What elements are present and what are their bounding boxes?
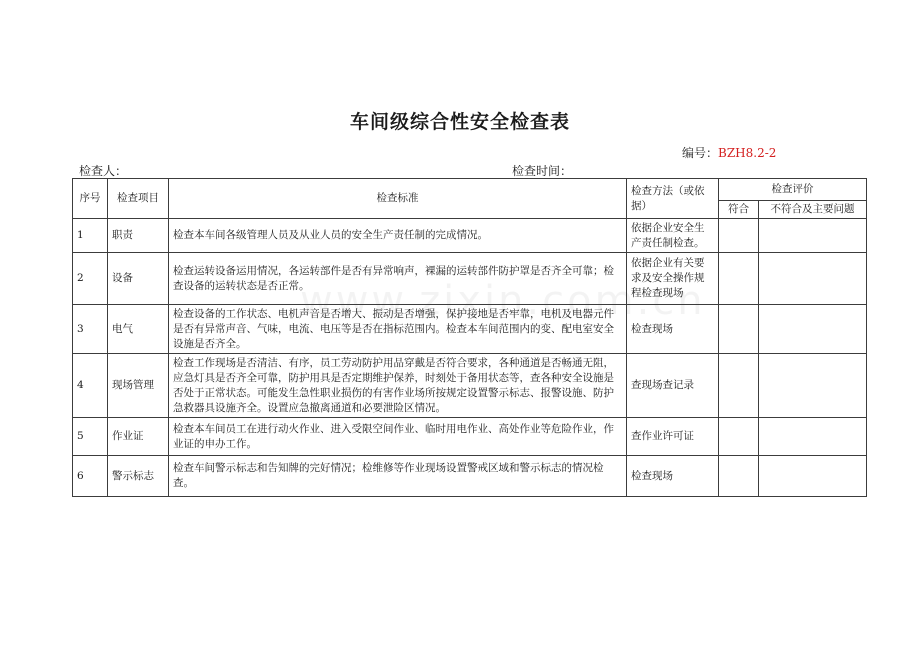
header-pass: 符合 — [719, 201, 759, 219]
row-no: 4 — [73, 354, 108, 418]
header-no: 序号 — [73, 179, 108, 219]
inspection-table — [72, 178, 867, 497]
header-evaluation: 检查评价 — [719, 179, 867, 201]
row-item: 作业证 — [108, 418, 169, 456]
inspector-label: 检查人： — [79, 164, 128, 178]
row-method: 查现场查记录 — [627, 354, 719, 418]
row-method: 查作业许可证 — [627, 418, 719, 456]
header-standard: 检查标准 — [169, 179, 627, 219]
row-fail-cell[interactable] — [759, 253, 867, 305]
row-standard: 检查本车间各级管理人员及从业人员的安全生产责任制的完成情况。 — [169, 219, 627, 253]
document-number-value: BZH8.2-2 — [718, 146, 777, 160]
row-item: 电气 — [108, 305, 169, 354]
header-item: 检查项目 — [108, 179, 169, 219]
table-row — [73, 253, 867, 305]
row-pass-cell[interactable] — [719, 219, 759, 253]
table-row — [73, 456, 867, 497]
row-no: 1 — [73, 219, 108, 253]
row-pass-cell[interactable] — [719, 418, 759, 456]
row-pass-cell[interactable] — [719, 354, 759, 418]
row-item: 现场管理 — [108, 354, 169, 418]
row-standard: 检查设备的工作状态、电机声音是否增大、振动是否增强，保护接地是否牢靠，电机及电器元件是否有异常声音、气味，电流、电压等是否在指标范围内。检查本车间范围内的变、配电室安全设施是否齐全。 — [169, 305, 627, 354]
row-standard: 检查工作现场是否清洁、有序，员工劳动防护用品穿戴是否符合要求，各种通道是否畅通无阻，应急灯具是否齐全可靠，防护用具是否定期维护保养，时刻处于备用状态等，查各种安全设施是否处于正常状态。可能发生急性职业损伤的有害作业场所按规定设置警示标志、报警设施、防护急救器具设施齐全。设置应急撤离通道和必要泄险区情况。 — [169, 354, 627, 418]
row-standard: 检查本车间员工在进行动火作业、进入受限空间作业、临时用电作业、高处作业等危险作业，作业证的申办工作。 — [169, 418, 627, 456]
row-standard: 检查运转设备运用情况，各运转部件是否有异常响声，裸漏的运转部件防护罩是否齐全可靠；检查设备的运转状态是否正常。 — [169, 253, 627, 305]
row-item: 警示标志 — [108, 456, 169, 497]
header-method: 检查方法（或依据） — [627, 179, 719, 219]
row-no: 3 — [73, 305, 108, 354]
row-fail-cell[interactable] — [759, 305, 867, 354]
header-fail: 不符合及主要问题 — [759, 201, 867, 219]
row-standard: 检查车间警示标志和告知牌的完好情况；检维修等作业现场设置警戒区域和警示标志的情况检查。 — [169, 456, 627, 497]
table-row — [73, 418, 867, 456]
row-method: 检查现场 — [627, 305, 719, 354]
row-fail-cell[interactable] — [759, 219, 867, 253]
row-fail-cell[interactable] — [759, 354, 867, 418]
row-pass-cell[interactable] — [719, 305, 759, 354]
row-method: 依据企业安全生产责任制检查。 — [627, 219, 719, 253]
row-method: 依据企业有关要求及安全操作规程检查现场 — [627, 253, 719, 305]
row-item: 职责 — [108, 219, 169, 253]
row-pass-cell[interactable] — [719, 456, 759, 497]
row-method: 检查现场 — [627, 456, 719, 497]
row-no: 5 — [73, 418, 108, 456]
table-row — [73, 219, 867, 253]
document-number — [682, 144, 776, 161]
table-row — [73, 354, 867, 418]
table-row — [73, 305, 867, 354]
row-fail-cell[interactable] — [759, 456, 867, 497]
row-fail-cell[interactable] — [759, 418, 867, 456]
document-number-label: 编号： — [682, 146, 719, 160]
row-item: 设备 — [108, 253, 169, 305]
inspection-time-label: 检查时间： — [512, 164, 573, 178]
row-no: 6 — [73, 456, 108, 497]
page-title: 车间级综合性安全检查表 — [349, 111, 570, 133]
row-no: 2 — [73, 253, 108, 305]
row-pass-cell[interactable] — [719, 253, 759, 305]
